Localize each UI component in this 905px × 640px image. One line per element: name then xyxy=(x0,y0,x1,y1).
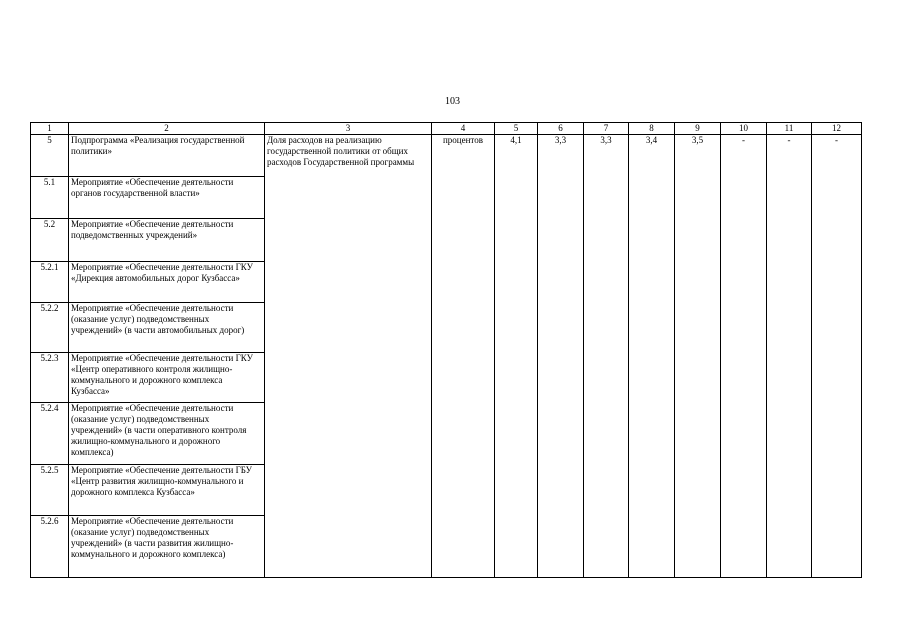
header-cell: 11 xyxy=(767,123,812,135)
row-number: 5.2 xyxy=(31,219,69,262)
program-indicators-table xyxy=(30,122,862,578)
value-cell: 3,3 xyxy=(538,135,584,578)
page-number: 103 xyxy=(445,96,460,107)
row-name: Мероприятие «Обеспечение деятельности органов государственной власти» xyxy=(69,177,265,219)
row-name: Мероприятие «Обеспечение деятельности ГКУ «Центр оперативного контроля жилищно-коммунального и дорожного комплекса Кузбасса» xyxy=(69,353,265,403)
value-cell: 3,4 xyxy=(629,135,675,578)
row-number: 5.2.4 xyxy=(31,403,69,465)
value-cell: - xyxy=(767,135,812,578)
row-name: Мероприятие «Обеспечение деятельности подведомственных учреждений» xyxy=(69,219,265,262)
row-name: Мероприятие «Обеспечение деятельности (оказание услуг) подведомственных учреждений» (в части развития жилищно-коммунального и дорожного комплекса) xyxy=(69,516,265,578)
header-cell: 6 xyxy=(538,123,584,135)
value-cell: 4,1 xyxy=(495,135,538,578)
header-cell: 8 xyxy=(629,123,675,135)
header-cell: 1 xyxy=(31,123,69,135)
value-cell: 3,5 xyxy=(675,135,721,578)
header-cell: 7 xyxy=(584,123,629,135)
value-cell: - xyxy=(721,135,767,578)
unit-cell: процентов xyxy=(432,135,495,578)
header-cell: 5 xyxy=(495,123,538,135)
row-number: 5.2.3 xyxy=(31,353,69,403)
row-name: Мероприятие «Обеспечение деятельности ГБУ «Центр развития жилищно-коммунального и дорожного комплекса Кузбасса» xyxy=(69,465,265,516)
row-number: 5.2.5 xyxy=(31,465,69,516)
value-cell: 3,3 xyxy=(584,135,629,578)
row-name: Подпрограмма «Реализация государственной политики» xyxy=(69,135,265,177)
header-cell: 4 xyxy=(432,123,495,135)
row-name: Мероприятие «Обеспечение деятельности ГКУ «Дирекция автомобильных дорог Кузбасса» xyxy=(69,262,265,303)
value-cell: - xyxy=(812,135,862,578)
indicator-name: Доля расходов на реализацию государственной политики от общих расходов Государственной программы xyxy=(265,135,432,578)
header-cell: 9 xyxy=(675,123,721,135)
row-number: 5.2.1 xyxy=(31,262,69,303)
header-row xyxy=(31,123,862,135)
row-number: 5 xyxy=(31,135,69,177)
header-cell: 2 xyxy=(69,123,265,135)
header-cell: 3 xyxy=(265,123,432,135)
row-number: 5.1 xyxy=(31,177,69,219)
row-name: Мероприятие «Обеспечение деятельности (оказание услуг) подведомственных учреждений» (в части автомобильных дорог) xyxy=(69,303,265,353)
row-number: 5.2.2 xyxy=(31,303,69,353)
subprogram-row xyxy=(31,135,862,177)
header-cell: 12 xyxy=(812,123,862,135)
header-cell: 10 xyxy=(721,123,767,135)
row-number: 5.2.6 xyxy=(31,516,69,578)
row-name: Мероприятие «Обеспечение деятельности (оказание услуг) подведомственных учреждений» (в части оперативного контроля жилищно-коммунального и дорожного комплекса) xyxy=(69,403,265,465)
